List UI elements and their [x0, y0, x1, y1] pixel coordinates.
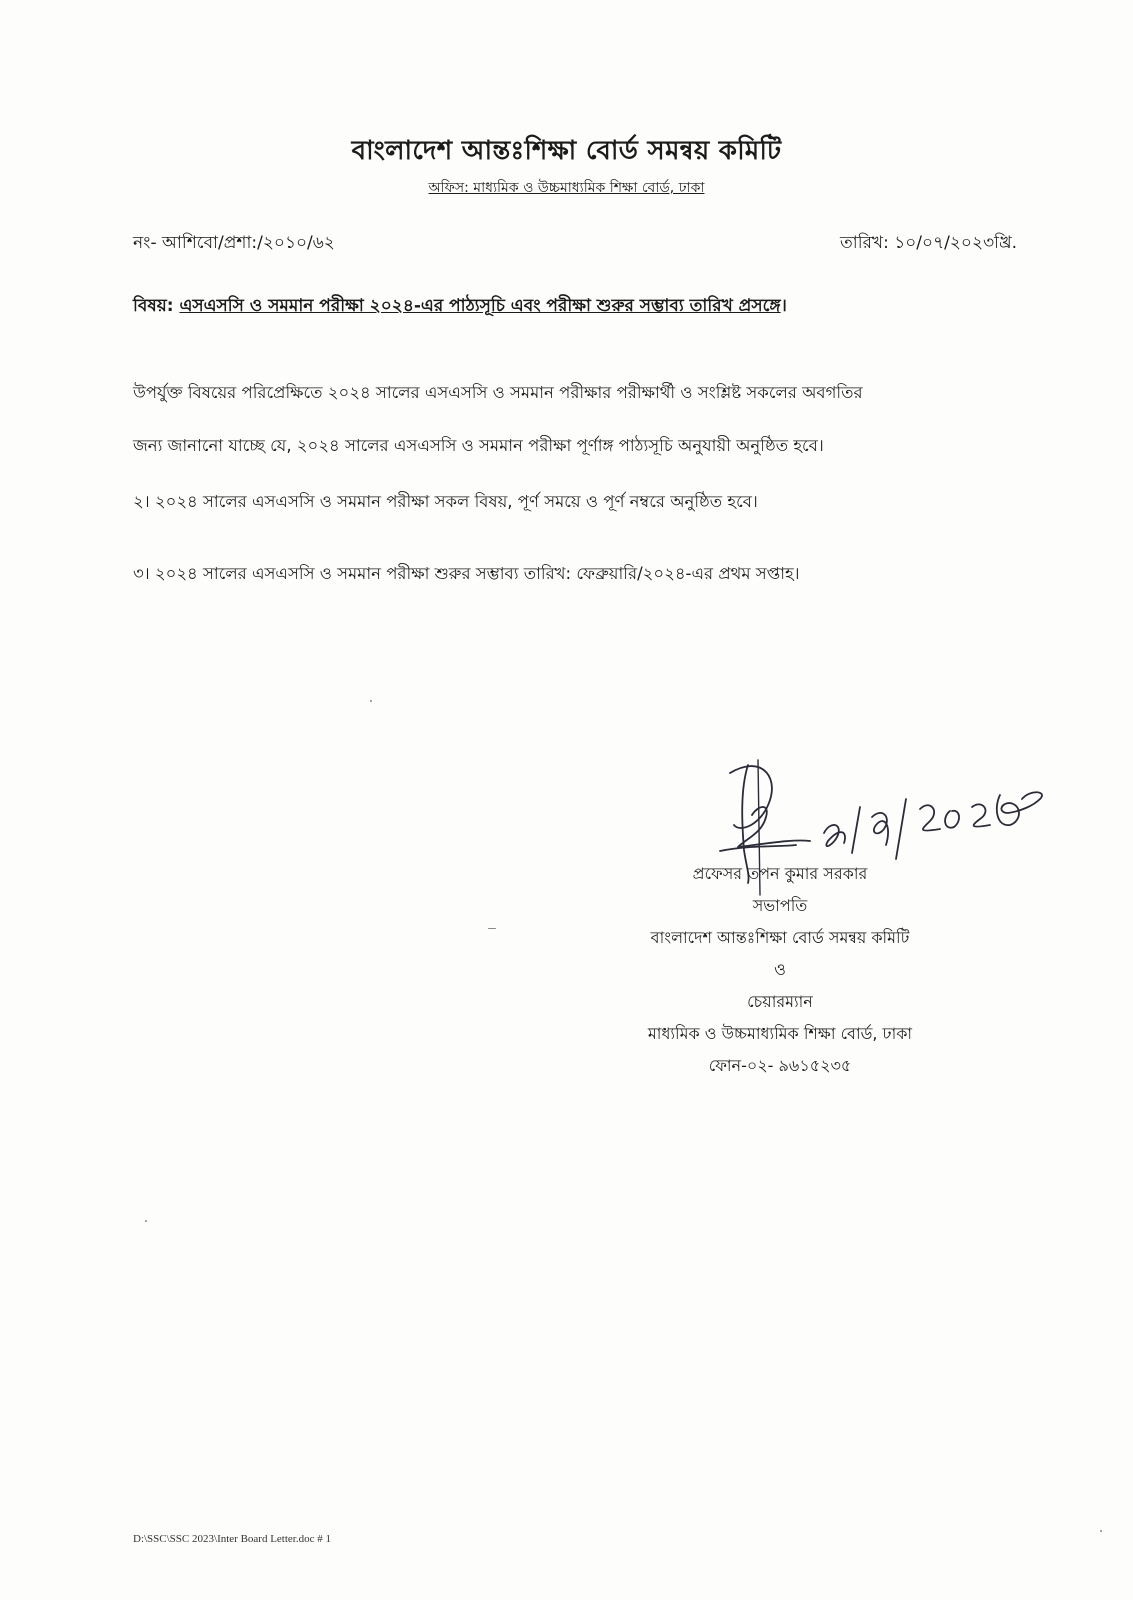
- signatory-phone: ফোন-০২- ৯৬১৫২৩৫: [708, 1056, 852, 1075]
- paragraph-2: ২। ২০২৪ সালের এসএসসি ও সমমান পরীক্ষা সকল বিষয়, পূর্ণ সময়ে ও পূর্ণ নম্বরে অনুষ্ঠিত হবে।: [133, 492, 758, 511]
- signatory-block: [560, 858, 1000, 1082]
- paragraph-1: [133, 366, 1033, 472]
- letterhead-subtitle: [0, 176, 1133, 200]
- office-address: অফিস: মাধ্যমিক ও উচ্চমাধ্যমিক শিক্ষা বোর্ড, ঢাকা: [428, 180, 705, 196]
- signatory-name: প্রফেসর তপন কুমার সরকার: [692, 864, 868, 883]
- paragraph-3: ৩। ২০২৪ সালের এসএসসি ও সমমান পরীক্ষা শুরুর সম্ভাব্য তারিখ: ফেব্রুয়ারি/২০২৪-এর প্রথম সপ্তাহ।: [133, 564, 800, 583]
- signatory-designation: সভাপতি: [752, 896, 808, 915]
- subject-label: বিষয়:: [133, 296, 174, 316]
- reference-number: নং- আশিবো/প্রশা:/২০১০/৬২: [133, 233, 335, 253]
- scan-speck: [370, 700, 372, 702]
- paragraph-1-line-1: উপর্যুক্ত বিষয়ের পরিপ্রেক্ষিতে ২০২৪ সালের এসএসসি ও সমমান পরীক্ষার পরীক্ষার্থী ও সংশ্লিষ্ট সকলের অবগতির: [133, 383, 863, 402]
- signatory-board: মাধ্যমিক ও উচ্চমাধ্যমিক শিক্ষা বোর্ড, ঢাকা: [647, 1024, 913, 1043]
- signatory-conjunction: ও: [774, 960, 786, 979]
- scan-speck: [145, 1220, 147, 1222]
- letterhead-title: বাংলাদেশ আন্তঃশিক্ষা বোর্ড সমন্বয় কমিটি: [351, 136, 782, 166]
- signatory-committee: বাংলাদেশ আন্তঃশিক্ষা বোর্ড সমন্বয় কমিটি: [650, 928, 910, 947]
- paragraph-1-line-2: জন্য জানানো যাচ্ছে যে, ২০২৪ সালের এসএসসি ও সমমান পরীক্ষা পূর্ণাঙ্গ পাঠ্যসূচি অনুযায়ী অনুষ্ঠিত হবে।: [133, 436, 824, 455]
- file-path-footer: D:\SSC\SSC 2023\Inter Board Letter.doc # 1: [133, 1533, 331, 1545]
- subject-text: এসএসসি ও সমমান পরীক্ষা ২০২৪-এর পাঠ্যসূচি এবং পরীক্ষা শুরুর সম্ভাব্য তারিখ প্রসঙ্গে: [179, 296, 781, 316]
- subject-end: ।: [780, 296, 787, 316]
- letter-date: তারিখ: ১০/০৭/২০২৩খ্রি.: [840, 233, 1017, 253]
- subject-line: [133, 293, 1013, 321]
- scan-speck: [1100, 1530, 1102, 1532]
- scan-speck: [488, 928, 496, 929]
- signatory-role: চেয়ারম্যান: [747, 992, 813, 1011]
